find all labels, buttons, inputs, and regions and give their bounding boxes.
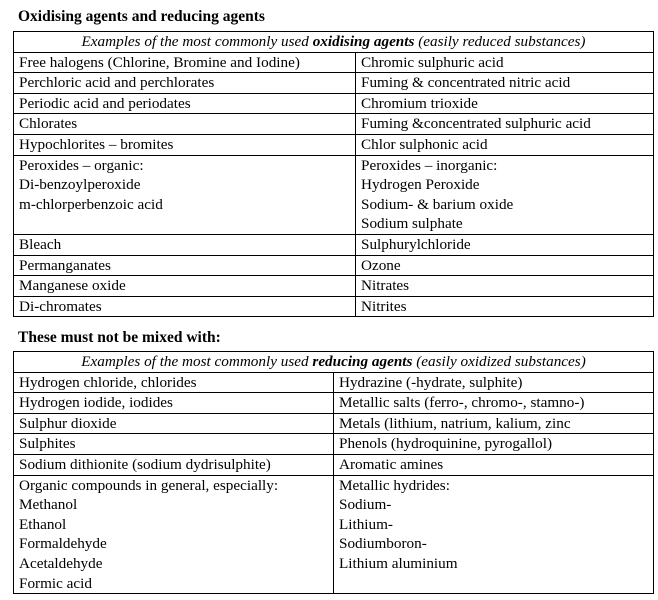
table-row (14, 393, 654, 414)
left-cell (14, 155, 356, 234)
caption-text: Examples of the most commonly used (81, 353, 313, 370)
oxidising-caption (14, 32, 654, 53)
right-cell (356, 114, 654, 135)
cell-line: Metallic hydrides: (339, 476, 450, 494)
cell-line: Chromic sulphuric acid (361, 53, 504, 71)
cell-line: Formic acid (19, 574, 92, 592)
cell-line: Sodium- (339, 496, 392, 514)
table-row (14, 73, 654, 94)
caption-text: (easily reduced substances) (414, 33, 586, 50)
cell-line: Lithium- (339, 515, 393, 533)
cell-line: Formaldehyde (19, 535, 107, 553)
left-cell (14, 134, 356, 155)
cell-line: Sulphurylchloride (361, 235, 471, 253)
left-cell (14, 296, 356, 317)
left-cell (14, 255, 356, 276)
cell-line: Methanol (19, 496, 78, 514)
reducing-agents-table (13, 351, 654, 594)
left-cell (14, 372, 334, 393)
table-row (14, 434, 654, 455)
cell-line: Di-chromates (19, 297, 102, 315)
cell-line: Ethanol (19, 515, 67, 533)
right-cell (334, 454, 654, 475)
cell-line: Nitrites (361, 297, 407, 315)
left-cell (14, 393, 334, 414)
right-cell (356, 93, 654, 114)
cell-line: Fuming & concentrated nitric acid (361, 74, 571, 92)
left-cell (14, 52, 356, 73)
left-cell (14, 276, 356, 297)
cell-line: Lithium aluminium (339, 554, 458, 572)
right-cell (334, 393, 654, 414)
left-cell (14, 413, 334, 434)
table-row (14, 454, 654, 475)
reducing-caption-row (14, 352, 654, 373)
cell-line: Bleach (19, 235, 62, 253)
right-cell (356, 255, 654, 276)
cell-line: m-chlorperbenzoic acid (19, 195, 163, 213)
cell-line: Perchloric acid and perchlorates (19, 74, 215, 92)
right-cell (356, 234, 654, 255)
cell-line: Hydrogen iodide, iodides (19, 394, 173, 412)
caption-text: (easily oxidized substances) (412, 353, 586, 370)
table-row (14, 52, 654, 73)
caption-bold: oxidising agents (312, 33, 415, 50)
cell-line: Organic compounds in general, especially: (19, 476, 279, 494)
cell-line: Ozone (361, 256, 401, 274)
right-cell (334, 434, 654, 455)
left-cell (14, 234, 356, 255)
caption-bold: reducing agents (312, 353, 413, 370)
cell-line: Permanganates (19, 256, 111, 274)
table-row (14, 276, 654, 297)
cell-line: Sodium sulphate (361, 215, 463, 233)
cell-line: Peroxides – organic: (19, 156, 144, 174)
table-row (14, 134, 654, 155)
caption-text: Examples of the most commonly used (81, 33, 313, 50)
table-row (14, 413, 654, 434)
reducing-caption (14, 352, 654, 373)
right-cell (356, 276, 654, 297)
cell-line: Di-benzoylperoxide (19, 176, 141, 194)
cell-line: Chromium trioxide (361, 94, 478, 112)
cell-line: Sulphites (19, 435, 76, 453)
cell-line: Hydrogen chloride, chlorides (19, 373, 197, 391)
oxidising-caption-row (14, 32, 654, 53)
cell-line: Metals (lithium, natrium, kalium, zinc (339, 414, 571, 432)
right-cell (356, 73, 654, 94)
cell-line: Sulphur dioxide (19, 414, 117, 432)
left-cell (14, 434, 334, 455)
cell-line: Phenols (hydroquinine, pyrogallol) (339, 435, 553, 453)
right-cell (334, 372, 654, 393)
cell-line: Sodium- & barium oxide (361, 195, 514, 213)
cell-line: Hydrogen Peroxide (361, 176, 480, 194)
cell-line: Chlor sulphonic acid (361, 135, 488, 153)
cell-line: Aromatic amines (339, 455, 444, 473)
cell-line: Fuming &concentrated sulphuric acid (361, 115, 591, 133)
table-row (14, 475, 654, 594)
cell-line: Periodic acid and periodates (19, 94, 191, 112)
cell-line: Free halogens (Chlorine, Bromine and Iodine) (19, 53, 300, 71)
table-row (14, 296, 654, 317)
oxidising-heading: Oxidising agents and reducing agents (18, 8, 265, 25)
left-cell (14, 73, 356, 94)
cell-line: Hypochlorites – bromites (19, 135, 174, 153)
table-row (14, 93, 654, 114)
right-cell (356, 52, 654, 73)
cell-line: Sodiumboron- (339, 535, 427, 553)
table-row (14, 114, 654, 135)
right-cell (356, 296, 654, 317)
cell-line: Peroxides – inorganic: (361, 156, 498, 174)
cell-line: Metallic salts (ferro-, chromo-, stamno-) (339, 394, 585, 412)
left-cell (14, 93, 356, 114)
cell-line: Chlorates (19, 115, 78, 133)
left-cell (14, 475, 334, 594)
reducing-heading: These must not be mixed with: (18, 329, 221, 346)
left-cell (14, 454, 334, 475)
table-row (14, 372, 654, 393)
left-cell (14, 114, 356, 135)
cell-line: Manganese oxide (19, 277, 126, 295)
cell-line: Sodium dithionite (sodium dydrisulphite) (19, 455, 271, 473)
cell-line: Acetaldehyde (19, 554, 103, 572)
right-cell (356, 155, 654, 234)
right-cell (334, 413, 654, 434)
table-row (14, 155, 654, 234)
table-row (14, 234, 654, 255)
cell-line: Hydrazine (-hydrate, sulphite) (339, 373, 523, 391)
right-cell (334, 475, 654, 594)
cell-line: Nitrates (361, 277, 410, 295)
right-cell (356, 134, 654, 155)
table-row (14, 255, 654, 276)
oxidising-agents-table (13, 31, 654, 317)
